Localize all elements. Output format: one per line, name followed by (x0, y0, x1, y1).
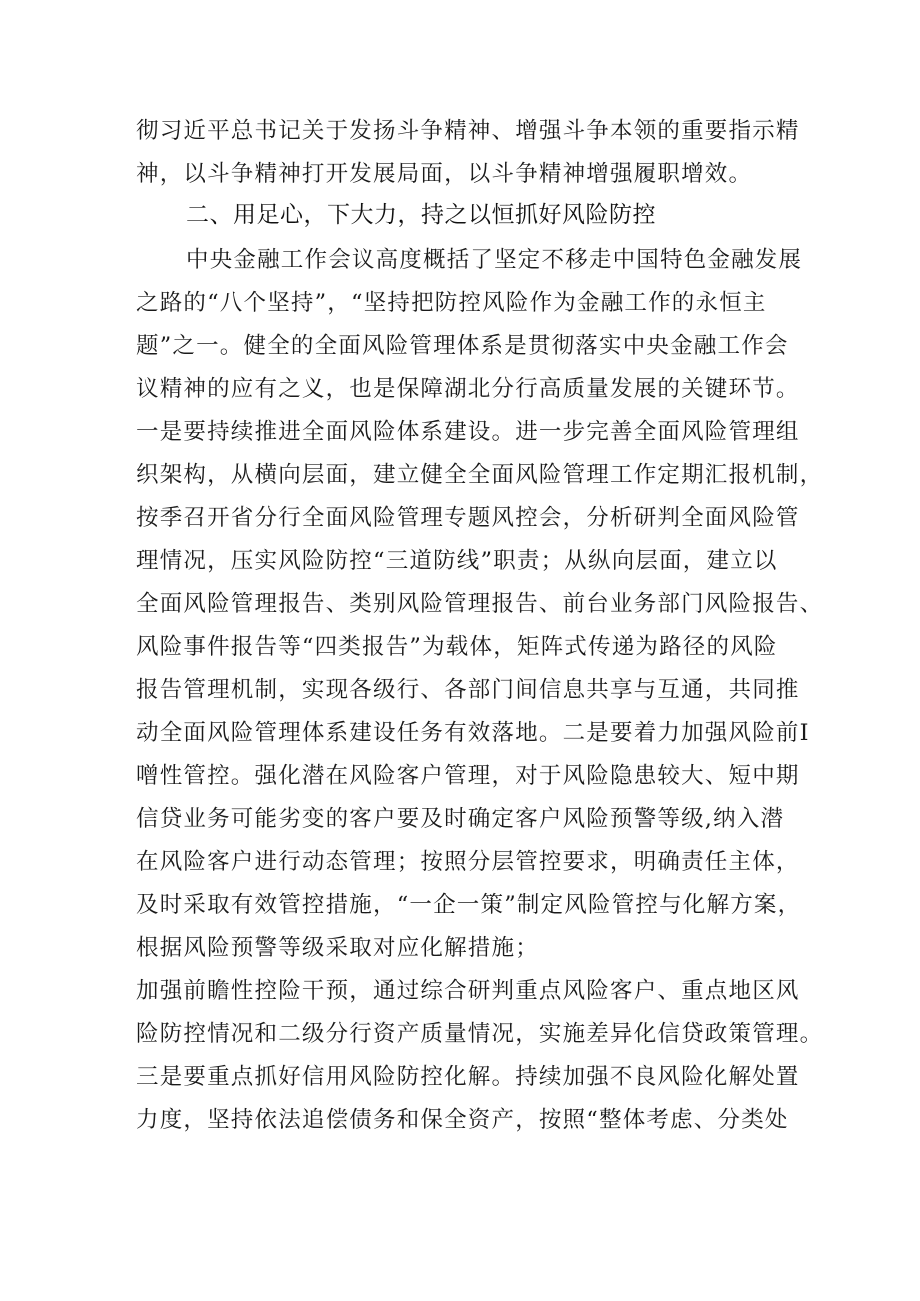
text-line: 彻习近平总书记关于发扬斗争精神、增强斗争本领的重要指示精 (136, 118, 800, 144)
text-line: 全面风险管理报告、类别风险管理报告、前台业务部门风险报告、 (136, 591, 824, 617)
text-line: 按季召开省分行全面风险管理专题风控会，分析研判全面风险管 (136, 505, 800, 531)
text-line: 及时采取有效管控措施，“一企一策”制定风险管控与化解方案， (136, 892, 802, 918)
text-line: 力度，坚持依法追偿债务和保全资产，按照“整体考虑、分类处 (136, 1107, 789, 1133)
text-line: 题”之一。健全的全面风险管理体系是贯彻落实中央金融工作会 (136, 333, 789, 359)
text-line: 之路的“八个坚持”，“坚持把防控风险作为金融工作的永恒主 (136, 290, 767, 316)
text-line: 织架构，从横向层面，建立健全全面风险管理工作定期汇报机制， (136, 462, 824, 488)
text-line: 根据风险预警等级采取对应化解措施； (136, 935, 539, 961)
text-line: 三是要重点抓好信用风险防控化解。持续加强不良风险化解处置 (136, 1064, 800, 1090)
text-line: 在风险客户进行动态管理；按照分层管控要求，明确责任主体， (136, 849, 800, 875)
text-line: 报告管理机制，实现各级行、各部门间信息共享与互通，共同推 (136, 677, 800, 703)
text-line: 理情况，压实风险防控“三道防线”职责；从纵向层面，建立以 (136, 548, 778, 574)
text-line: 加强前瞻性控险干预，通过综合研判重点风险客户、重点地区风 (136, 978, 800, 1004)
text-line: 中央金融工作会议高度概括了坚定不移走中国特色金融发展 (186, 247, 803, 273)
text-line: 风险事件报告等“四类报告”为载体，矩阵式传递为路径的风险 (136, 634, 778, 660)
section-heading: 二、用足心，下大力，持之以恒抓好风险防控 (186, 202, 656, 228)
text-line: 信贷业务可能劣变的客户要及时确定客户风险预警等级,纳入潜 (136, 806, 785, 832)
text-line: 议精神的应有之义，也是保障湖北分行高质量发展的关键环节。 (136, 376, 800, 402)
text-line: 险防控情况和二级分行资产质量情况，实施差异化信贷政策管理。 (136, 1021, 824, 1047)
text-line: 一是要持续推进全面风险体系建设。进一步完善全面风险管理组 (136, 419, 800, 445)
text-line: 动全面风险管理体系建设任务有效落地。二是要着力加强风险前I (136, 720, 810, 746)
text-line: 神，以斗争精神打开发展局面，以斗争精神增强履职增效。 (136, 161, 753, 187)
text-line: 噌性管控。强化潜在风险客户管理，对于风险隐患较大、短中期 (136, 763, 800, 789)
